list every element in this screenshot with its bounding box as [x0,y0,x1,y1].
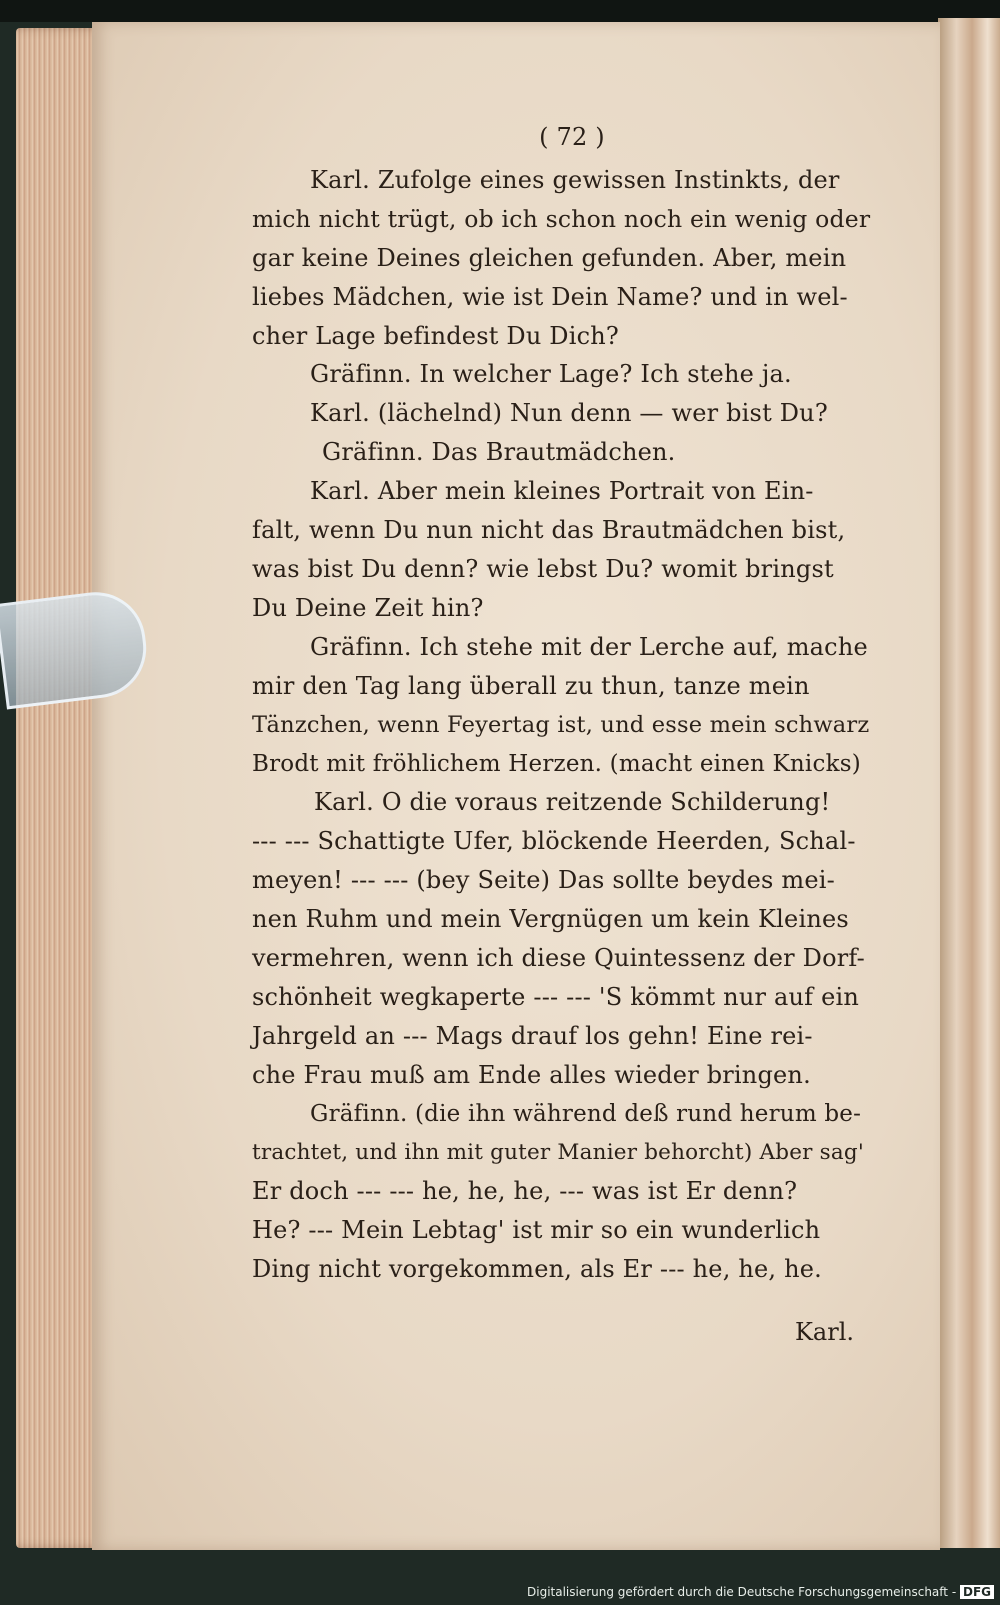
text-line: --- --- Schattigte Ufer, blöckende Heerden, Schal- [252,827,856,856]
text-line: was bist Du denn? wie lebst Du? womit bringst [252,554,834,583]
text-line: nen Ruhm und mein Vergnügen um kein Kleines [252,905,849,934]
text-line: che Frau muß am Ende alles wieder bringen. [252,1060,811,1089]
text-line: gar keine Deines gleichen gefunden. Aber, mein [252,243,847,272]
text-line: Karl. Aber mein kleines Portrait von Ein- [310,477,814,506]
text-line: Er doch --- --- he, he, he, --- was ist Er denn? [252,1177,798,1206]
text-line: Du Deine Zeit hin? [252,593,484,622]
digitization-credit-text: Digitalisierung gefördert durch die Deutsche Forschungsgemeinschaft - [527,1585,957,1599]
text-line: Gräfinn. Das Brautmädchen. [322,438,676,467]
text-line: Karl. O die voraus reitzende Schilderung! [314,788,831,817]
text-line: meyen! --- --- (bey Seite) Das sollte beydes mei- [252,866,835,895]
book-edge-right [938,18,1000,1548]
text-line: Jahrgeld an --- Mags drauf los gehn! Eine rei- [252,1021,813,1050]
text-line: He? --- Mein Lebtag' ist mir so ein wunderlich [252,1216,821,1245]
page-text [252,118,872,1289]
text-line: vermehren, wenn ich diese Quintessenz der Dorf- [252,944,865,973]
text-line: mich nicht trügt, ob ich schon noch ein wenig oder [252,204,871,233]
text-line: Gräfinn. In welcher Lage? Ich stehe ja. [310,360,792,389]
text-line: trachtet, und ihn mit guter Manier behorcht) Aber sag' [252,1139,864,1165]
text-line: cher Lage befindest Du Dich? [252,321,619,350]
text-line: Gräfinn. Ich stehe mit der Lerche auf, mache [310,632,868,661]
text-line: Tänzchen, wenn Feyertag ist, und esse mein schwarz [252,711,870,738]
catchword: Karl. [795,1318,855,1346]
text-line: liebes Mädchen, wie ist Dein Name? und in wel- [252,282,848,311]
text-line: Karl. (lächelnd) Nun denn — wer bist Du? [310,399,828,428]
text-line: Ding nicht vorgekommen, als Er --- he, he, he. [252,1255,822,1284]
text-line: Gräfinn. (die ihn während deß rund herum be- [310,1100,862,1127]
dfg-logo: DFG [960,1585,994,1599]
text-line: schönheit wegkaperte --- --- 'S kömmt nur auf ein [252,982,859,1011]
scan-top-border [0,0,1000,22]
text-line: Karl. Zufolge eines gewissen Instinkts, der [310,165,840,194]
text-line: mir den Tag lang überall zu thun, tanze mein [252,671,810,700]
text-line: falt, wenn Du nun nicht das Brautmädchen bist, [252,516,846,545]
text-line: Brodt mit fröhlichem Herzen. (macht einen Knicks) [252,750,861,777]
digitization-credit [527,1585,994,1599]
page-number: ( 72 ) [539,123,605,151]
